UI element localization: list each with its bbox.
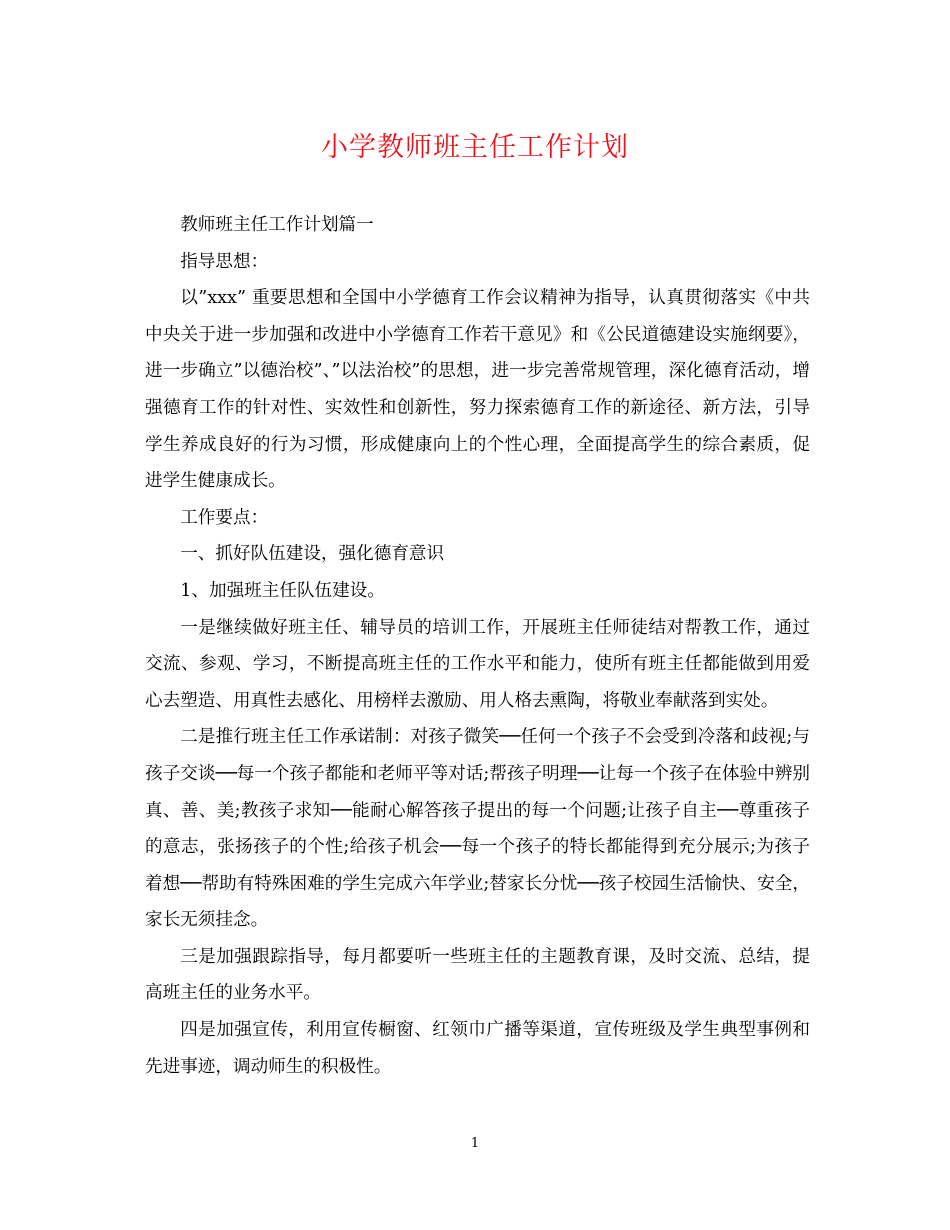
paragraph-guiding-ideology: 以”xxx” 重要思想和全国中小学德育工作会议精神为指导，认真贯彻落实《中共中央关于进一步加强和改进中小学德育工作若干意见》和《公民道德建设实施纲要》，进一步确立”以德治校”、”以法治校”的思想，进一步完善常规管理，深化德育活动，增强德育工作的针对性、实效性和创新性，努力探索德育工作的新途径、新方法，引导学生养成良好的行为习惯，形成健康向上的个性心理，全面提高学生的综合素质，促进学生健康成长。	[145, 288, 810, 492]
heading-work-points: 工作要点：	[180, 507, 269, 528]
section-heading-plan-one: 教师班主任工作计划篇一	[180, 215, 374, 235]
heading-class-teacher-team: 1、加强班主任队伍建设。	[180, 580, 385, 601]
heading-team-building: 一、抓好队伍建设，强化德育意识	[180, 544, 445, 565]
paragraph-commitment-system: 二是推行班主任工作承诺制：对孩子微笑──任何一个孩子不会受到冷落和歧视;与孩子交谈──每一个孩子都能和老师平等对话;帮孩子明理──让每一个孩子在体验中辨别真、善、美;教孩子求知──能耐心解答孩子提出的每一个问题;让孩子自主──尊重孩子的意志，张扬孩子的个性;给孩子机会──每一个孩子的特长都能得到充分展示;为孩子着想──帮助有特殊困难的学生完成六年学业;替家长分忧──孩子校园生活愉快、安全，家长无须挂念。	[145, 727, 810, 931]
document-body	[145, 207, 810, 1085]
paragraph-tracking-guidance: 三是加强跟踪指导，每月都要听一些班主任的主题教育课，及时交流、总结，提高班主任的业务水平。	[145, 946, 810, 1004]
paragraph-publicity: 四是加强宣传，利用宣传橱窗、红领巾广播等渠道，宣传班级及学生典型事例和先进事迹，调动师生的积极性。	[145, 1020, 810, 1077]
document-title: 小学教师班主任工作计划	[321, 132, 629, 163]
heading-guiding-ideology: 指导思想：	[180, 251, 269, 272]
page-number: 1	[470, 1136, 480, 1151]
paragraph-training: 一是继续做好班主任、辅导员的培训工作，开展班主任师徒结对帮教工作，通过交流、参观、学习，不断提高班主任的工作水平和能力，使所有班主任都能做到用爱心去塑造、用真性去感化、用榜样去激励、用人格去熏陶，将敬业奉献落到实处。	[145, 617, 810, 711]
